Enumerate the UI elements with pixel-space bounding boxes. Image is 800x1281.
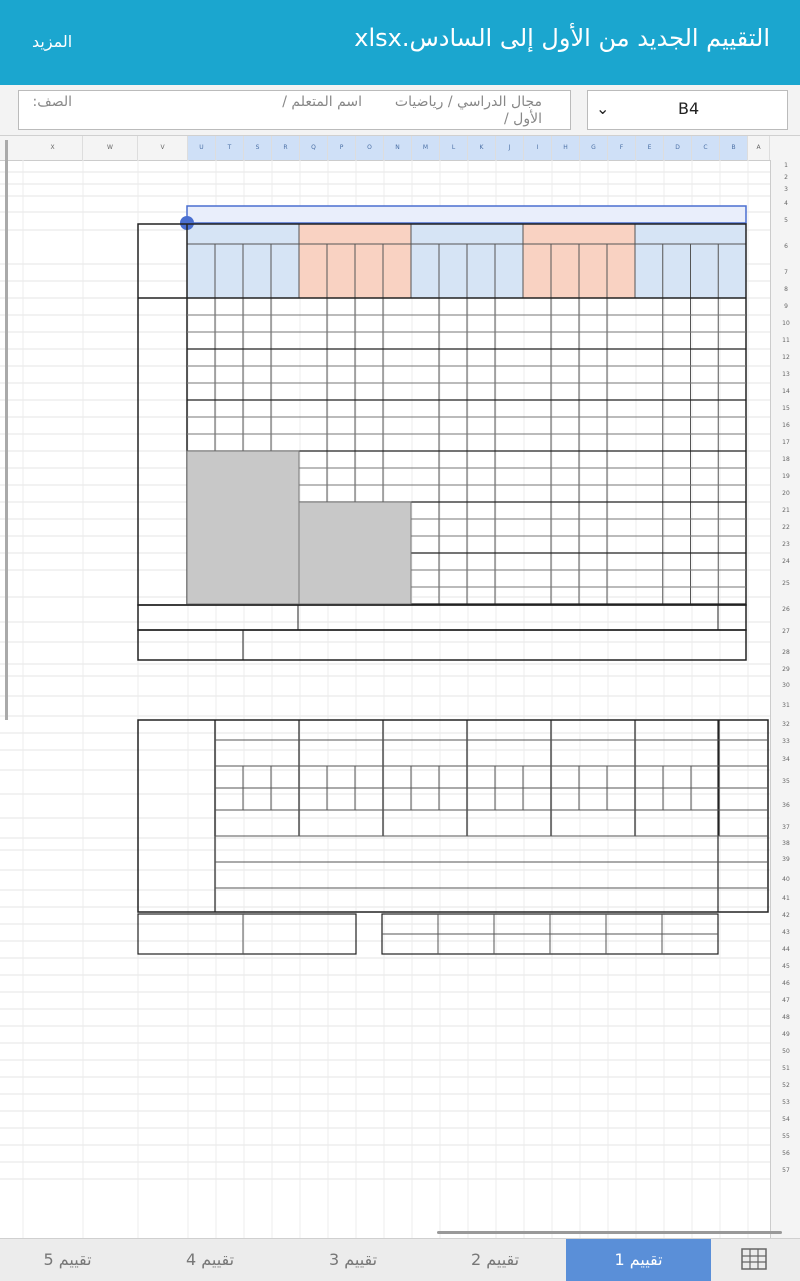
document-title: التقييم الجديد من الأول إلى السادس.xlsx [354,24,770,52]
column-header-cell[interactable]: V [138,136,188,160]
row-header-cell[interactable]: 18 [782,455,790,463]
column-header-cell[interactable]: I [524,136,552,160]
row-header-cell[interactable]: 5 [784,217,788,224]
row-header-cell[interactable]: 52 [782,1081,790,1089]
row-header-cell[interactable]: 40 [782,876,790,883]
row-header-cell[interactable]: 8 [784,285,788,293]
row-header-cell[interactable]: 43 [782,928,790,936]
row-header-cell[interactable]: 10 [782,319,790,327]
row-header-cell[interactable]: 16 [782,421,790,429]
column-header-cell[interactable]: D [664,136,692,160]
formula-part: اسم المتعلم / [282,94,362,110]
row-header-cell[interactable]: 41 [782,894,790,902]
tab-sheet-4[interactable]: تقييم 4 [185,1250,235,1269]
row-header-cell[interactable]: 24 [782,557,790,565]
row-header-cell[interactable]: 9 [784,302,788,310]
row-header-cell[interactable]: 23 [782,540,790,548]
column-header-cell[interactable]: G [580,136,608,160]
column-header-cell[interactable]: E [636,136,664,160]
formula-input[interactable] [18,90,571,130]
row-header-cell[interactable]: 37 [782,824,790,831]
row-header-cell[interactable]: 34 [782,756,790,763]
row-header-cell[interactable]: 42 [782,911,790,919]
column-header-cell[interactable]: J [496,136,524,160]
column-header-cell[interactable]: M [412,136,440,160]
vertical-scrollbar[interactable] [5,140,8,720]
column-header-cell[interactable]: B [720,136,748,160]
row-header-cell[interactable]: 48 [782,1013,790,1021]
column-header-cell[interactable]: X [23,136,83,160]
column-header-cell[interactable]: S [244,136,272,160]
column-header-cell[interactable]: R [272,136,300,160]
row-header-cell[interactable]: 29 [782,666,790,673]
chevron-down-icon[interactable]: ⌄ [596,99,610,118]
row-header-cell[interactable]: 49 [782,1030,790,1038]
row-header-cell[interactable]: 47 [782,996,790,1004]
row-header-cell[interactable]: 1 [784,162,788,169]
row-header-cell[interactable]: 54 [782,1115,790,1123]
row-header-cell[interactable]: 25 [782,579,790,587]
sheet-grid-icon[interactable] [740,1247,768,1273]
row-header [770,160,800,1240]
row-header-cell[interactable]: 57 [782,1166,790,1174]
row-header-cell[interactable]: 28 [782,649,790,656]
column-header-cell[interactable]: P [328,136,356,160]
formula-part: الصف: [32,94,72,110]
row-header-cell[interactable]: 50 [782,1047,790,1055]
column-header-cell[interactable]: A [748,136,770,160]
row-header-cell[interactable]: 2 [784,174,788,181]
row-header-cell[interactable]: 21 [782,506,790,514]
column-header-cell[interactable]: W [83,136,138,160]
tab-sheet-2[interactable]: تقييم 2 [470,1250,520,1269]
cell-reference: B4 [678,99,700,118]
row-header-cell[interactable]: 14 [782,387,790,395]
row-header-cell[interactable]: 19 [782,472,790,480]
column-header-cell[interactable]: H [552,136,580,160]
row-header-cell[interactable]: 13 [782,370,790,378]
formula-part: مجال الدراسي / رياضيات [394,94,542,110]
row-header-cell[interactable]: 15 [782,404,790,412]
row-header-cell[interactable]: 22 [782,523,790,531]
row-header-cell[interactable]: 55 [782,1132,790,1140]
sheet-labels [0,160,770,1240]
row-header-cell[interactable]: 51 [782,1064,790,1072]
column-header-cell[interactable]: T [216,136,244,160]
column-header-cell[interactable]: U [188,136,216,160]
sheet-tab-bar [0,1238,800,1281]
row-header-cell[interactable]: 3 [784,186,788,193]
tab-sheet-1[interactable]: تقييم 1 [566,1239,711,1281]
row-header-cell[interactable]: 39 [782,856,790,863]
row-header-cell[interactable]: 7 [784,268,788,276]
column-header-cell[interactable]: F [608,136,636,160]
app-bar [0,0,800,85]
column-header-cell[interactable]: L [440,136,468,160]
row-header-cell[interactable]: 45 [782,962,790,970]
row-header-cell[interactable]: 44 [782,945,790,953]
row-header-cell[interactable]: 31 [782,702,790,709]
column-header-cell[interactable]: C [692,136,720,160]
row-header-cell[interactable]: 30 [782,682,790,689]
column-header-cell[interactable]: O [356,136,384,160]
row-header-cell[interactable]: 6 [784,243,788,250]
column-header-cell[interactable]: Q [300,136,328,160]
formula-part: الأول / [504,111,542,127]
more-button[interactable]: المزيد [32,32,73,51]
row-header-cell[interactable]: 56 [782,1149,790,1157]
row-header-cell[interactable]: 27 [782,628,790,635]
row-header-cell[interactable]: 32 [782,720,790,728]
row-header-cell[interactable]: 12 [782,353,790,361]
tab-sheet-5[interactable]: تقييم 5 [43,1250,92,1269]
horizontal-scrollbar[interactable] [437,1231,782,1234]
row-header-cell[interactable]: 20 [782,489,790,497]
column-header-cell[interactable]: N [384,136,412,160]
tab-sheet-3[interactable]: تقييم 3 [328,1250,378,1269]
row-header-cell[interactable]: 46 [782,979,790,987]
row-header-cell[interactable]: 36 [782,802,790,809]
column-header-cell[interactable]: K [468,136,496,160]
row-header-cell[interactable]: 38 [782,840,790,847]
row-header-cell[interactable]: 33 [782,737,790,745]
row-header-cell[interactable]: 53 [782,1098,790,1106]
row-header-cell[interactable]: 17 [782,438,790,446]
row-header-cell[interactable]: 4 [784,200,788,207]
row-header-cell[interactable]: 26 [782,605,790,613]
row-header-cell[interactable]: 11 [782,336,790,344]
row-header-cell[interactable]: 35 [782,778,790,785]
cell-reference-box[interactable] [587,90,788,130]
column-header [0,136,800,161]
